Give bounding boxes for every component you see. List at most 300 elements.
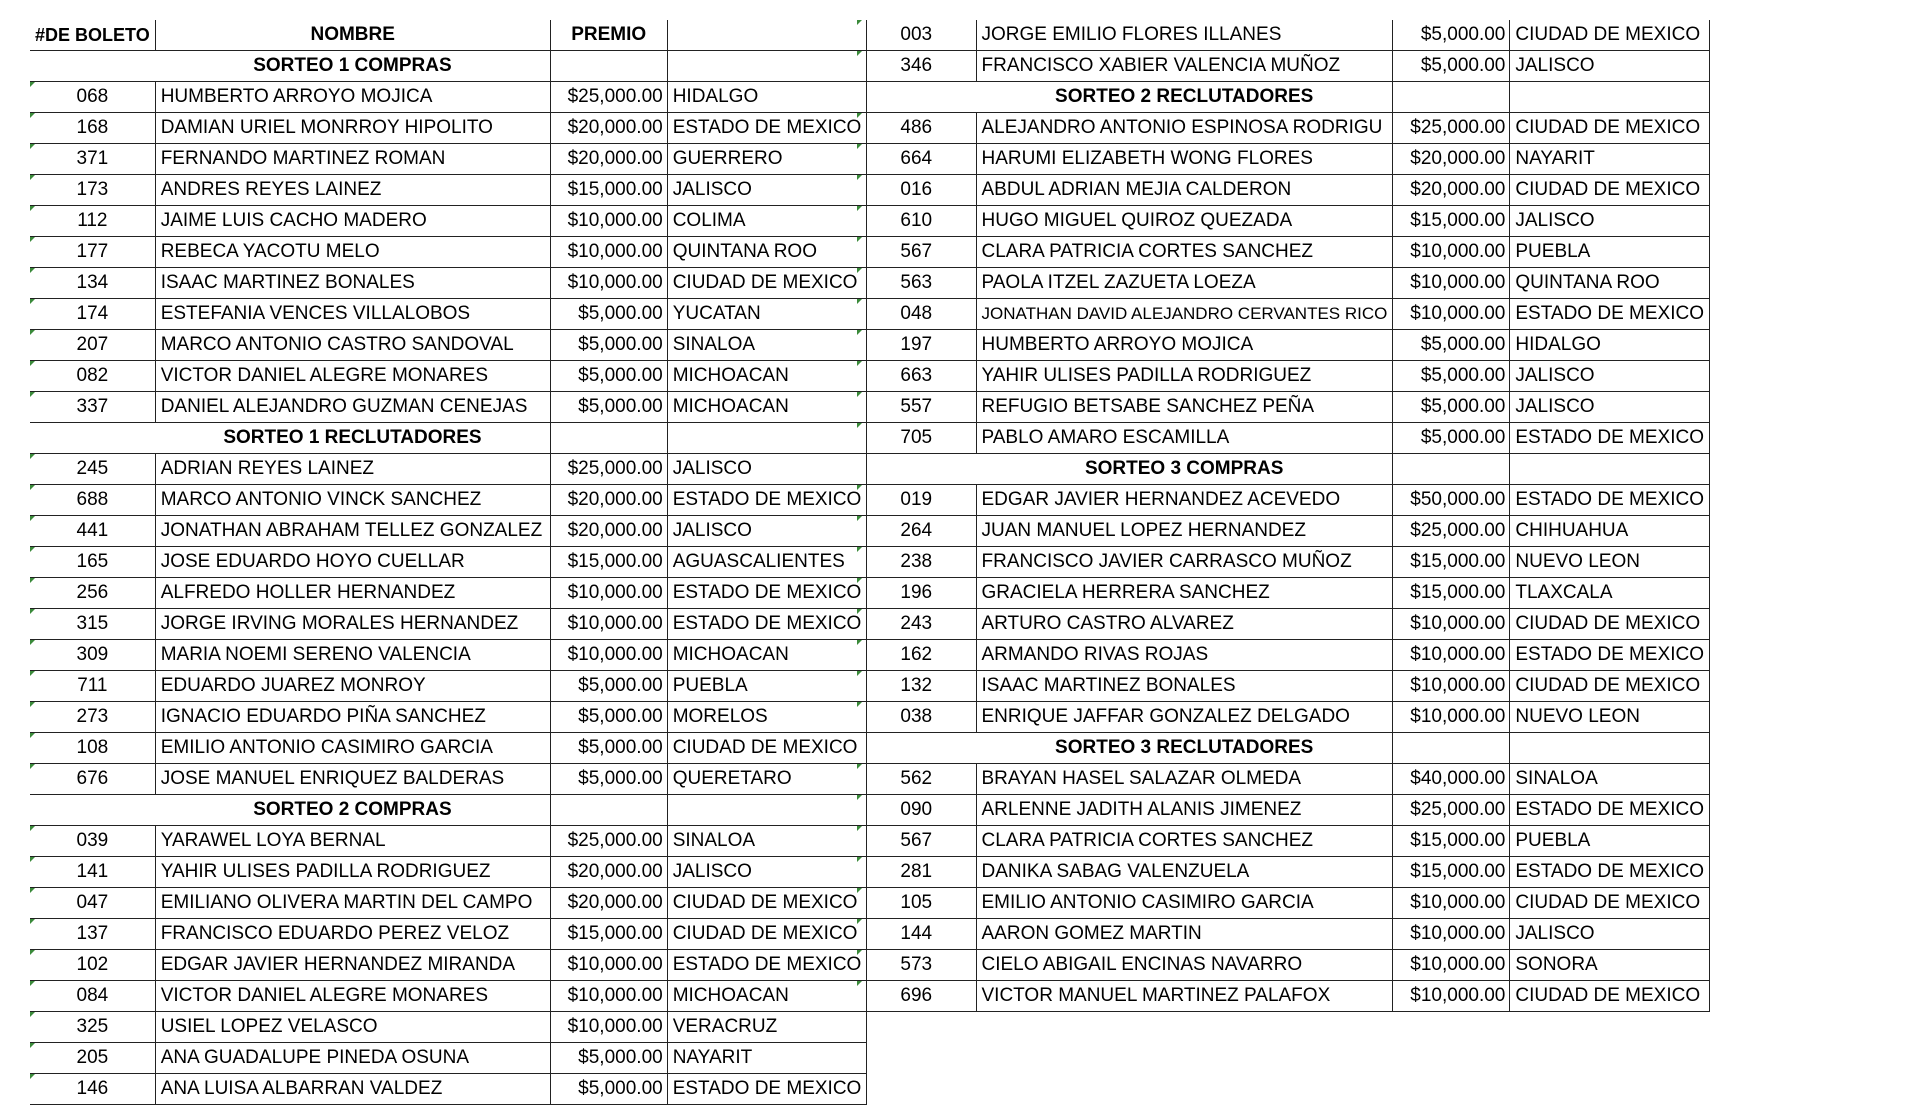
state-cell: ESTADO DE MEXICO xyxy=(1510,640,1710,671)
winner-name-cell: FRANCISCO JAVIER CARRASCO MUÑOZ xyxy=(976,547,1393,578)
winner-name-cell: HARUMI ELIZABETH WONG FLORES xyxy=(976,144,1393,175)
ticket-number-cell: 137 xyxy=(30,919,155,950)
state-cell: JALISCO xyxy=(667,454,867,485)
prize-amount-cell: $25,000.00 xyxy=(1393,795,1510,826)
winner-name-cell: ANDRES REYES LAINEZ xyxy=(155,175,550,206)
prize-amount-cell: $50,000.00 xyxy=(1393,485,1510,516)
winner-name-cell: CLARA PATRICIA CORTES SANCHEZ xyxy=(976,237,1393,268)
table-row xyxy=(857,144,1710,175)
section-blank-cell xyxy=(550,795,667,826)
table-row xyxy=(857,702,1710,733)
state-cell: MICHOACAN xyxy=(667,981,867,1012)
table-row xyxy=(857,516,1710,547)
state-cell: ESTADO DE MEXICO xyxy=(667,950,867,981)
ticket-number-cell: 090 xyxy=(857,795,976,826)
winner-name-cell: REFUGIO BETSABE SANCHEZ PEÑA xyxy=(976,392,1393,423)
table-row xyxy=(30,826,867,857)
table-row xyxy=(857,113,1710,144)
state-cell: JALISCO xyxy=(1510,919,1710,950)
prize-amount-cell: $20,000.00 xyxy=(550,888,667,919)
prize-amount-cell: $10,000.00 xyxy=(1393,919,1510,950)
winner-name-cell: EMILIANO OLIVERA MARTIN DEL CAMPO xyxy=(155,888,550,919)
state-cell: GUERRERO xyxy=(667,144,867,175)
ticket-number-cell: 273 xyxy=(30,702,155,733)
state-cell: JALISCO xyxy=(667,516,867,547)
table-row xyxy=(857,51,1710,82)
ticket-number-cell: 573 xyxy=(857,950,976,981)
prize-amount-cell: $15,000.00 xyxy=(550,919,667,950)
table-row xyxy=(857,640,1710,671)
ticket-number-cell: 243 xyxy=(857,609,976,640)
state-cell: QUINTANA ROO xyxy=(1510,268,1710,299)
prize-amount-cell: $15,000.00 xyxy=(1393,206,1510,237)
state-cell: MORELOS xyxy=(667,702,867,733)
prize-amount-cell: $5,000.00 xyxy=(1393,423,1510,454)
winner-name-cell: MARCO ANTONIO CASTRO SANDOVAL xyxy=(155,330,550,361)
prize-amount-cell: $5,000.00 xyxy=(550,330,667,361)
state-cell: ESTADO DE MEXICO xyxy=(667,485,867,516)
ticket-number-cell: 245 xyxy=(30,454,155,485)
table-row xyxy=(857,392,1710,423)
ticket-number-cell: 256 xyxy=(30,578,155,609)
ticket-number-cell: 705 xyxy=(857,423,976,454)
state-cell: MICHOACAN xyxy=(667,640,867,671)
section-header-row xyxy=(30,51,867,82)
winner-name-cell: CIELO ABIGAIL ENCINAS NAVARRO xyxy=(976,950,1393,981)
ticket-number-cell: 016 xyxy=(857,175,976,206)
winner-name-cell: ARTURO CASTRO ALVAREZ xyxy=(976,609,1393,640)
section-header-row xyxy=(857,733,1710,764)
ticket-number-cell: 562 xyxy=(857,764,976,795)
header-nombre: NOMBRE xyxy=(155,20,550,51)
table-row xyxy=(857,671,1710,702)
ticket-number-cell: 281 xyxy=(857,857,976,888)
section-title: SORTEO 3 COMPRAS xyxy=(976,454,1393,485)
winner-name-cell: USIEL LOPEZ VELASCO xyxy=(155,1012,550,1043)
state-cell: YUCATAN xyxy=(667,299,867,330)
ticket-number-cell: 441 xyxy=(30,516,155,547)
state-cell: ESTADO DE MEXICO xyxy=(667,113,867,144)
section-header-row xyxy=(30,423,867,454)
prize-amount-cell: $10,000.00 xyxy=(550,237,667,268)
prize-amount-cell: $10,000.00 xyxy=(550,1012,667,1043)
table-row xyxy=(30,702,867,733)
prize-amount-cell: $20,000.00 xyxy=(1393,144,1510,175)
ticket-number-cell: 337 xyxy=(30,392,155,423)
ticket-number-cell: 346 xyxy=(857,51,976,82)
ticket-number-cell: 676 xyxy=(30,764,155,795)
prize-amount-cell: $5,000.00 xyxy=(1393,392,1510,423)
prize-amount-cell: $15,000.00 xyxy=(550,547,667,578)
table-row xyxy=(857,299,1710,330)
winner-name-cell: ARLENNE JADITH ALANIS JIMENEZ xyxy=(976,795,1393,826)
state-cell: JALISCO xyxy=(1510,361,1710,392)
prize-amount-cell: $5,000.00 xyxy=(550,733,667,764)
state-cell: VERACRUZ xyxy=(667,1012,867,1043)
section-title: SORTEO 1 RECLUTADORES xyxy=(155,423,550,454)
winner-name-cell: JORGE EMILIO FLORES ILLANES xyxy=(976,20,1393,51)
state-cell: SINALOA xyxy=(1510,764,1710,795)
ticket-number-cell: 082 xyxy=(30,361,155,392)
ticket-number-cell: 162 xyxy=(857,640,976,671)
ticket-number-cell: 134 xyxy=(30,268,155,299)
table-row xyxy=(30,175,867,206)
winner-name-cell: ALFREDO HOLLER HERNANDEZ xyxy=(155,578,550,609)
prize-amount-cell: $20,000.00 xyxy=(550,144,667,175)
table-row xyxy=(30,578,867,609)
table-row xyxy=(857,237,1710,268)
section-header-row xyxy=(857,454,1710,485)
ticket-number-cell: 567 xyxy=(857,237,976,268)
table-row xyxy=(857,857,1710,888)
section-header-row xyxy=(30,795,867,826)
prize-amount-cell: $10,000.00 xyxy=(550,640,667,671)
table-row xyxy=(857,764,1710,795)
section-blank-cell xyxy=(857,82,976,113)
section-title: SORTEO 3 RECLUTADORES xyxy=(976,733,1393,764)
prize-amount-cell: $40,000.00 xyxy=(1393,764,1510,795)
winner-name-cell: EMILIO ANTONIO CASIMIRO GARCIA xyxy=(976,888,1393,919)
ticket-number-cell: 047 xyxy=(30,888,155,919)
table-row xyxy=(857,423,1710,454)
table-row xyxy=(857,175,1710,206)
state-cell: ESTADO DE MEXICO xyxy=(667,1074,867,1105)
state-cell: JALISCO xyxy=(1510,51,1710,82)
state-cell: PUEBLA xyxy=(1510,237,1710,268)
section-blank-cell xyxy=(550,51,667,82)
ticket-number-cell: 132 xyxy=(857,671,976,702)
section-blank-cell xyxy=(857,454,976,485)
table-row xyxy=(857,361,1710,392)
ticket-number-cell: 019 xyxy=(857,485,976,516)
prize-amount-cell: $10,000.00 xyxy=(550,578,667,609)
ticket-number-cell: 315 xyxy=(30,609,155,640)
state-cell: ESTADO DE MEXICO xyxy=(1510,299,1710,330)
ticket-number-cell: 146 xyxy=(30,1074,155,1105)
table-row xyxy=(857,981,1710,1012)
prize-amount-cell: $10,000.00 xyxy=(550,268,667,299)
ticket-number-cell: 003 xyxy=(857,20,976,51)
ticket-number-cell: 309 xyxy=(30,640,155,671)
ticket-number-cell: 205 xyxy=(30,1043,155,1074)
state-cell: SONORA xyxy=(1510,950,1710,981)
prize-amount-cell: $5,000.00 xyxy=(1393,330,1510,361)
winners-table-right xyxy=(857,20,1710,1012)
ticket-number-cell: 102 xyxy=(30,950,155,981)
state-cell: JALISCO xyxy=(667,175,867,206)
winner-name-cell: YARAWEL LOYA BERNAL xyxy=(155,826,550,857)
winner-name-cell: JONATHAN ABRAHAM TELLEZ GONZALEZ xyxy=(155,516,550,547)
table-row xyxy=(30,857,867,888)
winner-name-cell: FERNANDO MARTINEZ ROMAN xyxy=(155,144,550,175)
state-cell: CIUDAD DE MEXICO xyxy=(667,733,867,764)
table-row xyxy=(857,206,1710,237)
table-row xyxy=(30,981,867,1012)
winner-name-cell: AARON GOMEZ MARTIN xyxy=(976,919,1393,950)
state-cell: ESTADO DE MEXICO xyxy=(1510,423,1710,454)
state-cell: CIUDAD DE MEXICO xyxy=(1510,609,1710,640)
state-cell: CIUDAD DE MEXICO xyxy=(1510,671,1710,702)
winner-name-cell: ENRIQUE JAFFAR GONZALEZ DELGADO xyxy=(976,702,1393,733)
ticket-number-cell: 663 xyxy=(857,361,976,392)
winner-name-cell: VICTOR MANUEL MARTINEZ PALAFOX xyxy=(976,981,1393,1012)
state-cell: JALISCO xyxy=(667,857,867,888)
state-cell: HIDALGO xyxy=(667,82,867,113)
winner-name-cell: ISAAC MARTINEZ BONALES xyxy=(976,671,1393,702)
ticket-number-cell: 664 xyxy=(857,144,976,175)
ticket-number-cell: 197 xyxy=(857,330,976,361)
prize-amount-cell: $25,000.00 xyxy=(1393,516,1510,547)
state-cell: JALISCO xyxy=(1510,206,1710,237)
prize-amount-cell: $20,000.00 xyxy=(1393,175,1510,206)
section-blank-cell xyxy=(857,733,976,764)
ticket-number-cell: 173 xyxy=(30,175,155,206)
state-cell: QUERETARO xyxy=(667,764,867,795)
ticket-number-cell: 165 xyxy=(30,547,155,578)
winner-name-cell: REBECA YACOTU MELO xyxy=(155,237,550,268)
state-cell: NAYARIT xyxy=(1510,144,1710,175)
prize-amount-cell: $10,000.00 xyxy=(1393,237,1510,268)
prize-amount-cell: $5,000.00 xyxy=(550,671,667,702)
table-row xyxy=(30,82,867,113)
table-header xyxy=(30,20,867,51)
table-row xyxy=(857,547,1710,578)
winner-name-cell: HUMBERTO ARROYO MOJICA xyxy=(976,330,1393,361)
prize-amount-cell: $10,000.00 xyxy=(1393,268,1510,299)
ticket-number-cell: 177 xyxy=(30,237,155,268)
winner-name-cell: JAIME LUIS CACHO MADERO xyxy=(155,206,550,237)
section-blank-cell xyxy=(1510,454,1710,485)
table-row xyxy=(857,485,1710,516)
winner-name-cell: ADRIAN REYES LAINEZ xyxy=(155,454,550,485)
prize-amount-cell: $5,000.00 xyxy=(550,1074,667,1105)
ticket-number-cell: 068 xyxy=(30,82,155,113)
prize-amount-cell: $15,000.00 xyxy=(550,175,667,206)
prize-amount-cell: $25,000.00 xyxy=(550,826,667,857)
winner-name-cell: VICTOR DANIEL ALEGRE MONARES xyxy=(155,361,550,392)
winner-name-cell: ALEJANDRO ANTONIO ESPINOSA RODRIGU xyxy=(976,113,1393,144)
prize-amount-cell: $10,000.00 xyxy=(1393,702,1510,733)
winner-name-cell: VICTOR DANIEL ALEGRE MONARES xyxy=(155,981,550,1012)
winner-name-cell: PABLO AMARO ESCAMILLA xyxy=(976,423,1393,454)
winner-name-cell: EDUARDO JUAREZ MONROY xyxy=(155,671,550,702)
prize-amount-cell: $5,000.00 xyxy=(550,1043,667,1074)
table-row xyxy=(30,547,867,578)
prize-amount-cell: $5,000.00 xyxy=(1393,361,1510,392)
state-cell: QUINTANA ROO xyxy=(667,237,867,268)
prize-amount-cell: $5,000.00 xyxy=(550,361,667,392)
winner-name-cell: HUMBERTO ARROYO MOJICA xyxy=(155,82,550,113)
ticket-number-cell: 105 xyxy=(857,888,976,919)
state-cell: ESTADO DE MEXICO xyxy=(667,609,867,640)
winner-name-cell: YAHIR ULISES PADILLA RODRIGUEZ xyxy=(155,857,550,888)
table-row xyxy=(30,1043,867,1074)
state-cell: SINALOA xyxy=(667,330,867,361)
state-cell: CIUDAD DE MEXICO xyxy=(1510,981,1710,1012)
prize-amount-cell: $10,000.00 xyxy=(1393,981,1510,1012)
table-row xyxy=(30,299,867,330)
section-blank-cell xyxy=(1393,733,1510,764)
ticket-number-cell: 144 xyxy=(857,919,976,950)
ticket-number-cell: 038 xyxy=(857,702,976,733)
winner-name-cell: JORGE IRVING MORALES HERNANDEZ xyxy=(155,609,550,640)
ticket-number-cell: 567 xyxy=(857,826,976,857)
table-row xyxy=(857,795,1710,826)
prize-amount-cell: $25,000.00 xyxy=(1393,113,1510,144)
prize-amount-cell: $15,000.00 xyxy=(1393,857,1510,888)
section-blank-cell xyxy=(667,423,867,454)
state-cell: CIUDAD DE MEXICO xyxy=(1510,113,1710,144)
table-row xyxy=(857,268,1710,299)
table-row xyxy=(857,888,1710,919)
section-blank-cell xyxy=(1393,82,1510,113)
table-row xyxy=(30,113,867,144)
state-cell: MICHOACAN xyxy=(667,361,867,392)
winner-name-cell: ABDUL ADRIAN MEJIA CALDERON xyxy=(976,175,1393,206)
section-title: SORTEO 2 COMPRAS xyxy=(155,795,550,826)
state-cell: AGUASCALIENTES xyxy=(667,547,867,578)
header-boleto: #DE BOLETO xyxy=(30,20,155,51)
ticket-number-cell: 084 xyxy=(30,981,155,1012)
table-row xyxy=(30,516,867,547)
prize-amount-cell: $5,000.00 xyxy=(550,299,667,330)
ticket-number-cell: 711 xyxy=(30,671,155,702)
table-row xyxy=(30,640,867,671)
state-cell: CIUDAD DE MEXICO xyxy=(1510,175,1710,206)
winner-name-cell: MARIA NOEMI SERENO VALENCIA xyxy=(155,640,550,671)
prize-amount-cell: $15,000.00 xyxy=(1393,578,1510,609)
ticket-number-cell: 325 xyxy=(30,1012,155,1043)
winner-name-cell: ANA LUISA ALBARRAN VALDEZ xyxy=(155,1074,550,1105)
state-cell: CIUDAD DE MEXICO xyxy=(1510,888,1710,919)
table-row xyxy=(857,330,1710,361)
winner-name-cell: JOSE EDUARDO HOYO CUELLAR xyxy=(155,547,550,578)
table-row xyxy=(30,671,867,702)
table-row xyxy=(30,392,867,423)
section-header-row xyxy=(857,82,1710,113)
winner-name-cell: ARMANDO RIVAS ROJAS xyxy=(976,640,1393,671)
table-row xyxy=(30,361,867,392)
section-blank-cell xyxy=(1393,454,1510,485)
winner-name-cell: DAMIAN URIEL MONRROY HIPOLITO xyxy=(155,113,550,144)
winner-name-cell: JONATHAN DAVID ALEJANDRO CERVANTES RICO xyxy=(976,299,1393,330)
state-cell: ESTADO DE MEXICO xyxy=(1510,857,1710,888)
winners-table-left xyxy=(30,20,867,1105)
table-row xyxy=(30,485,867,516)
ticket-number-cell: 557 xyxy=(857,392,976,423)
prize-amount-cell: $20,000.00 xyxy=(550,516,667,547)
table-row xyxy=(30,268,867,299)
state-cell: JALISCO xyxy=(1510,392,1710,423)
table-row xyxy=(30,609,867,640)
winner-name-cell: IGNACIO EDUARDO PIÑA SANCHEZ xyxy=(155,702,550,733)
section-blank-cell xyxy=(667,51,867,82)
table-row xyxy=(857,826,1710,857)
winner-name-cell: MARCO ANTONIO VINCK SANCHEZ xyxy=(155,485,550,516)
table-row xyxy=(30,764,867,795)
section-title: SORTEO 2 RECLUTADORES xyxy=(976,82,1393,113)
winner-name-cell: GRACIELA HERRERA SANCHEZ xyxy=(976,578,1393,609)
winner-name-cell: EDGAR JAVIER HERNANDEZ ACEVEDO xyxy=(976,485,1393,516)
ticket-number-cell: 141 xyxy=(30,857,155,888)
prize-amount-cell: $5,000.00 xyxy=(1393,20,1510,51)
table-row xyxy=(30,330,867,361)
prize-amount-cell: $25,000.00 xyxy=(550,454,667,485)
winner-name-cell: HUGO MIGUEL QUIROZ QUEZADA xyxy=(976,206,1393,237)
prize-amount-cell: $15,000.00 xyxy=(1393,547,1510,578)
state-cell: ESTADO DE MEXICO xyxy=(1510,485,1710,516)
ticket-number-cell: 207 xyxy=(30,330,155,361)
section-blank-cell xyxy=(1510,733,1710,764)
state-cell: COLIMA xyxy=(667,206,867,237)
prize-amount-cell: $25,000.00 xyxy=(550,82,667,113)
ticket-number-cell: 039 xyxy=(30,826,155,857)
winner-name-cell: FRANCISCO XABIER VALENCIA MUÑOZ xyxy=(976,51,1393,82)
winner-name-cell: ISAAC MARTINEZ BONALES xyxy=(155,268,550,299)
prize-amount-cell: $20,000.00 xyxy=(550,113,667,144)
winner-name-cell: YAHIR ULISES PADILLA RODRIGUEZ xyxy=(976,361,1393,392)
winner-name-cell: EDGAR JAVIER HERNANDEZ MIRANDA xyxy=(155,950,550,981)
table-row xyxy=(857,609,1710,640)
state-cell: NUEVO LEON xyxy=(1510,702,1710,733)
prize-amount-cell: $15,000.00 xyxy=(1393,826,1510,857)
winner-name-cell: CLARA PATRICIA CORTES SANCHEZ xyxy=(976,826,1393,857)
ticket-number-cell: 610 xyxy=(857,206,976,237)
section-title: SORTEO 1 COMPRAS xyxy=(155,51,550,82)
prize-amount-cell: $5,000.00 xyxy=(1393,51,1510,82)
prize-amount-cell: $10,000.00 xyxy=(1393,950,1510,981)
state-cell: CIUDAD DE MEXICO xyxy=(667,919,867,950)
state-cell: TLAXCALA xyxy=(1510,578,1710,609)
state-cell: ESTADO DE MEXICO xyxy=(1510,795,1710,826)
state-cell: PUEBLA xyxy=(1510,826,1710,857)
ticket-number-cell: 108 xyxy=(30,733,155,764)
winner-name-cell: ANA GUADALUPE PINEDA OSUNA xyxy=(155,1043,550,1074)
ticket-number-cell: 048 xyxy=(857,299,976,330)
ticket-number-cell: 174 xyxy=(30,299,155,330)
state-cell: CHIHUAHUA xyxy=(1510,516,1710,547)
prize-amount-cell: $5,000.00 xyxy=(550,392,667,423)
table-row xyxy=(30,733,867,764)
ticket-number-cell: 696 xyxy=(857,981,976,1012)
prize-amount-cell: $10,000.00 xyxy=(550,609,667,640)
winner-name-cell: JOSE MANUEL ENRIQUEZ BALDERAS xyxy=(155,764,550,795)
state-cell: HIDALGO xyxy=(1510,330,1710,361)
table-row xyxy=(30,144,867,175)
table-row xyxy=(30,454,867,485)
prize-amount-cell: $10,000.00 xyxy=(1393,299,1510,330)
ticket-number-cell: 371 xyxy=(30,144,155,175)
table-row xyxy=(30,888,867,919)
prize-amount-cell: $20,000.00 xyxy=(550,485,667,516)
state-cell: MICHOACAN xyxy=(667,392,867,423)
ticket-number-cell: 264 xyxy=(857,516,976,547)
ticket-number-cell: 486 xyxy=(857,113,976,144)
table-row xyxy=(30,919,867,950)
state-cell: NUEVO LEON xyxy=(1510,547,1710,578)
table-row xyxy=(30,950,867,981)
winner-name-cell: FRANCISCO EDUARDO PEREZ VELOZ xyxy=(155,919,550,950)
section-blank-cell xyxy=(30,795,155,826)
section-blank-cell xyxy=(1510,82,1710,113)
ticket-number-cell: 688 xyxy=(30,485,155,516)
prize-amount-cell: $5,000.00 xyxy=(550,702,667,733)
winner-name-cell: JUAN MANUEL LOPEZ HERNANDEZ xyxy=(976,516,1393,547)
prize-amount-cell: $10,000.00 xyxy=(1393,609,1510,640)
prize-amount-cell: $10,000.00 xyxy=(1393,888,1510,919)
state-cell: NAYARIT xyxy=(667,1043,867,1074)
section-blank-cell xyxy=(550,423,667,454)
